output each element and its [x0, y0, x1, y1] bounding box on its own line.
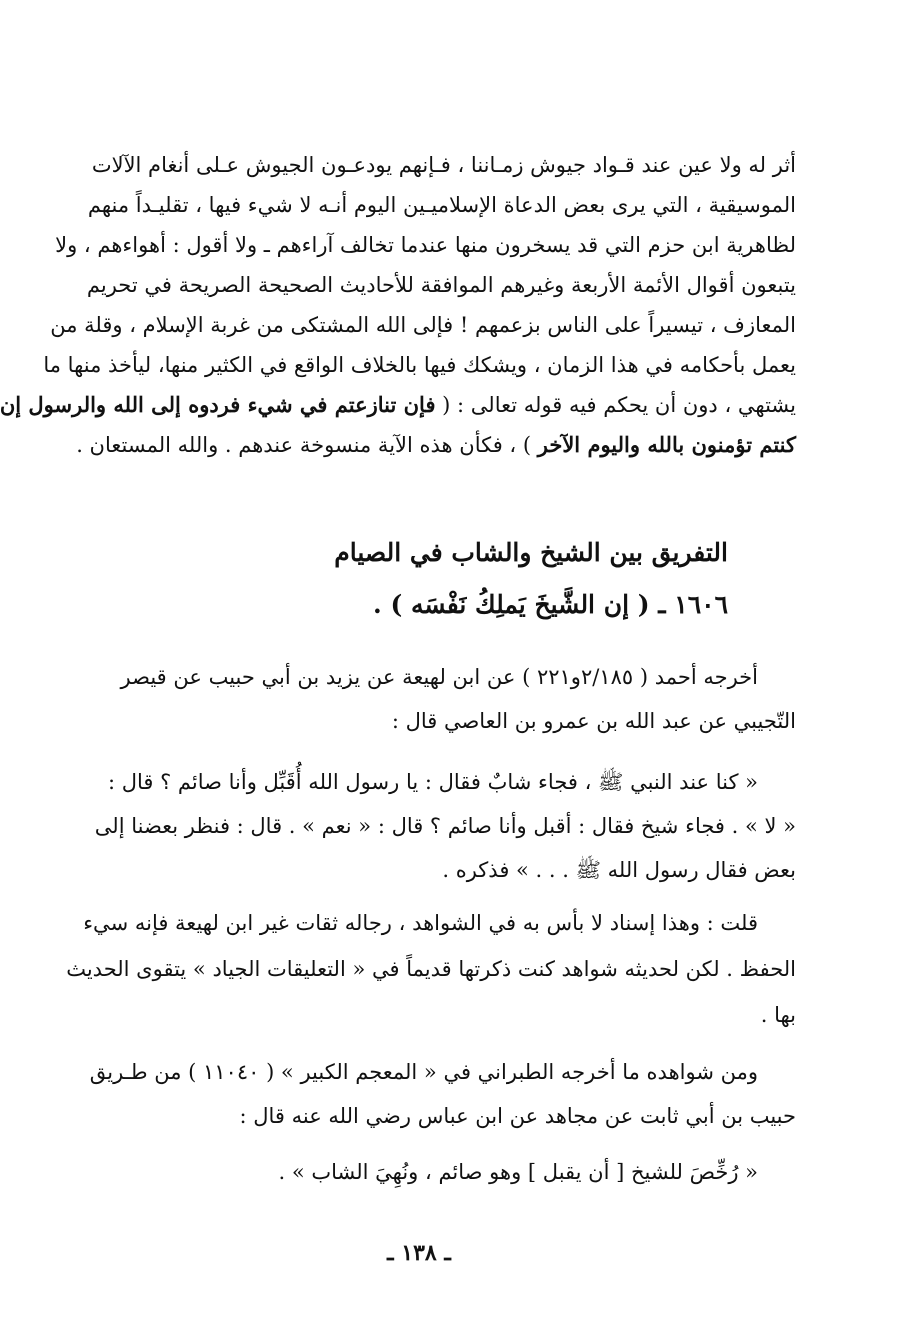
- paragraph-4: [66, 900, 796, 1038]
- paragraph-1: [0, 145, 796, 465]
- text-line: لظاهرية ابن حزم التي قد يسخرون منها عندما تخالف آراءهم ـ ولا أقول : أهواءهم ، ولا: [55, 233, 796, 257]
- paragraph-6: [104, 1150, 796, 1194]
- text-plain: ) ، فكأن هذه الآية منسوخة عندهم . والله المستعان .: [76, 433, 538, 457]
- text-line-quran: [76, 425, 796, 465]
- quran-verse-text: كنتم تؤمنون بالله واليوم الآخر: [537, 432, 796, 457]
- text-line: حبيب بن أبي ثابت عن مجاهد عن ابن عباس رضي الله عنه قال :: [239, 1104, 796, 1128]
- text-line: بها .: [760, 1003, 796, 1027]
- text-line: يعمل بأحكامه في هذا الزمان ، ويشكك فيها بالخلاف الواقع في الكثير منها، ليأخذ منها ما: [43, 353, 796, 377]
- text-line: أثر له ولا عين عند قـواد جيوش زمـاننا ، فـإنهم يودعـون الجيوش عـلى أنغام الآلات: [91, 153, 796, 177]
- text-line: « كنا عند النبي ﷺ ، فجاء شابٌ فقال : يا رسول الله أُقَبِّل وأنا صائم ؟ قال :: [107, 770, 758, 794]
- text-line: قلت : وهذا إسناد لا بأس به في الشواهد ، رجاله ثقات غير ابن لهيعة فإنه سيء: [83, 911, 758, 935]
- text-line: « لا » . فجاء شيخ فقال : أقبل وأنا صائم ؟ قال : « نعم » . قال : فنظر بعضنا إلى: [94, 814, 796, 838]
- hadith-heading: ١٦٠٦ ـ ( إن الشَّيخَ يَملِكُ نَفْسَه ) .: [373, 590, 728, 619]
- text-line: أخرجه أحمد ( ٢/١٨٥و٢٢١ ) عن ابن لهيعة عن يزيد بن أبي حبيب عن قيصر: [120, 665, 758, 689]
- text-line: بعض فقال رسول الله ﷺ . . . » فذكره .: [442, 858, 796, 882]
- paragraph-5: [89, 1050, 796, 1138]
- page-number: ـ ١٣٨ ـ: [387, 1240, 451, 1266]
- text-line: الحفظ . لكن لحديثه شواهد كنت ذكرتها قديماً في « التعليقات الجياد » يتقوى الحديث: [66, 957, 796, 981]
- quran-verse-text: فإن تنازعتم في شيء فردوه إلى الله والرسول إن: [0, 392, 436, 417]
- section-title: التفريق بين الشيخ والشاب في الصيام: [334, 538, 728, 567]
- text-line: الموسيقية ، التي يرى بعض الدعاة الإسلاميـين اليوم أنـه لا شيء فيها ، تقليـداً منهم: [87, 193, 796, 217]
- text-line: التّجيبي عن عبد الله بن عمرو بن العاصي قال :: [391, 709, 796, 733]
- text-line: « رُخِّصَ للشيخ [ أن يقبل ] وهو صائم ، ونُهِيَ الشاب » .: [278, 1160, 758, 1184]
- text-line: يتبعون أقوال الأئمة الأربعة وغيرهم الموافقة للأحاديث الصحيحة الصريحة في تحريم: [86, 273, 796, 297]
- text-plain: يشتهي ، دون أن يحكم فيه قوله تعالى : (: [435, 393, 796, 417]
- paragraph-3: [94, 760, 796, 892]
- text-line: المعازف ، تيسيراً على الناس بزعمهم ! فإلى الله المشتكى من غربة الإسلام ، وقلة من: [50, 313, 796, 337]
- paragraph-2: [104, 655, 796, 743]
- text-line: ومن شواهده ما أخرجه الطبراني في « المعجم الكبير » ( ١١٠٤٠ ) من طـريق: [89, 1060, 758, 1084]
- text-line-quran: [0, 385, 796, 425]
